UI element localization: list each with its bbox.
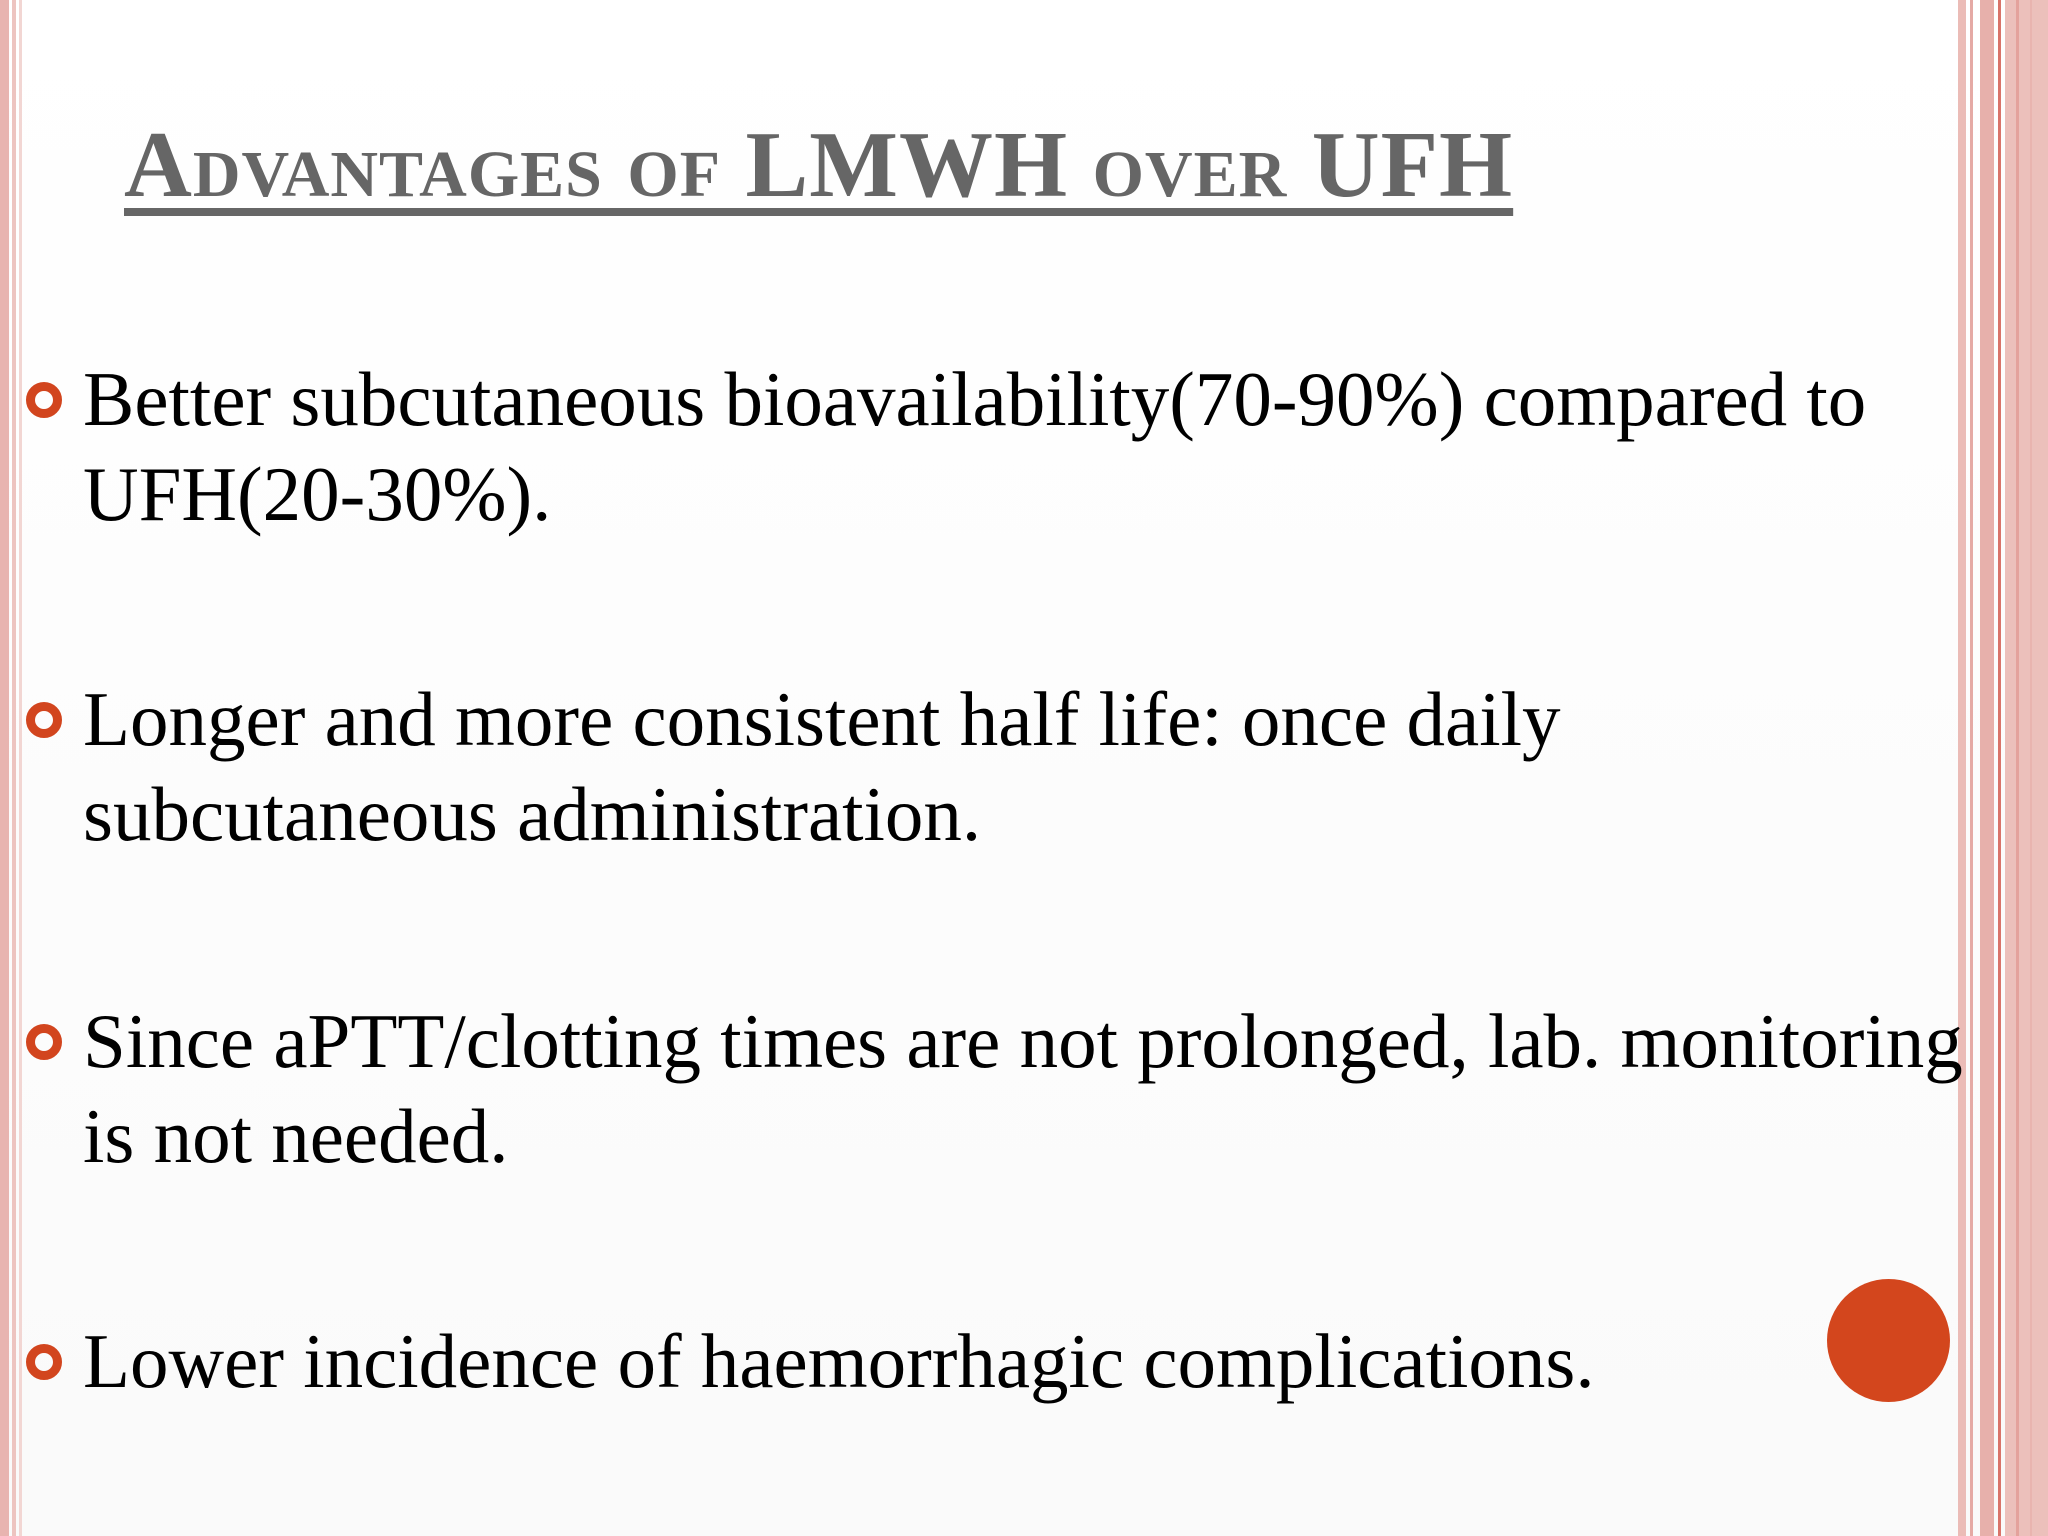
bullet-line: Since aPTT/clotting times are not prolonged, lab. monitoring xyxy=(83,998,1963,1084)
bullet-text xyxy=(83,1314,1595,1409)
bullet-line: subcutaneous administration. xyxy=(83,771,982,857)
ring-bullet-icon xyxy=(26,1344,62,1380)
decorative-circle xyxy=(1827,1279,1950,1402)
bullet-text xyxy=(83,352,1866,542)
bullet-text xyxy=(83,994,1963,1184)
bullet-line: UFH(20-30%). xyxy=(83,451,552,537)
bullet-line: Lower incidence of haemorrhagic complications. xyxy=(83,1318,1595,1404)
bullet-text xyxy=(83,672,1560,862)
ring-bullet-icon xyxy=(26,1024,62,1060)
ring-bullet-icon xyxy=(26,702,62,738)
bullet-line: is not needed. xyxy=(83,1093,509,1179)
ring-bullet-icon xyxy=(26,382,62,418)
slide-title: Advantages of LMWH over UFH xyxy=(124,113,1514,217)
bullet-line: Longer and more consistent half life: once daily xyxy=(83,676,1561,762)
bullet-line: Better subcutaneous bioavailability(70-90%) compared to xyxy=(83,356,1867,442)
